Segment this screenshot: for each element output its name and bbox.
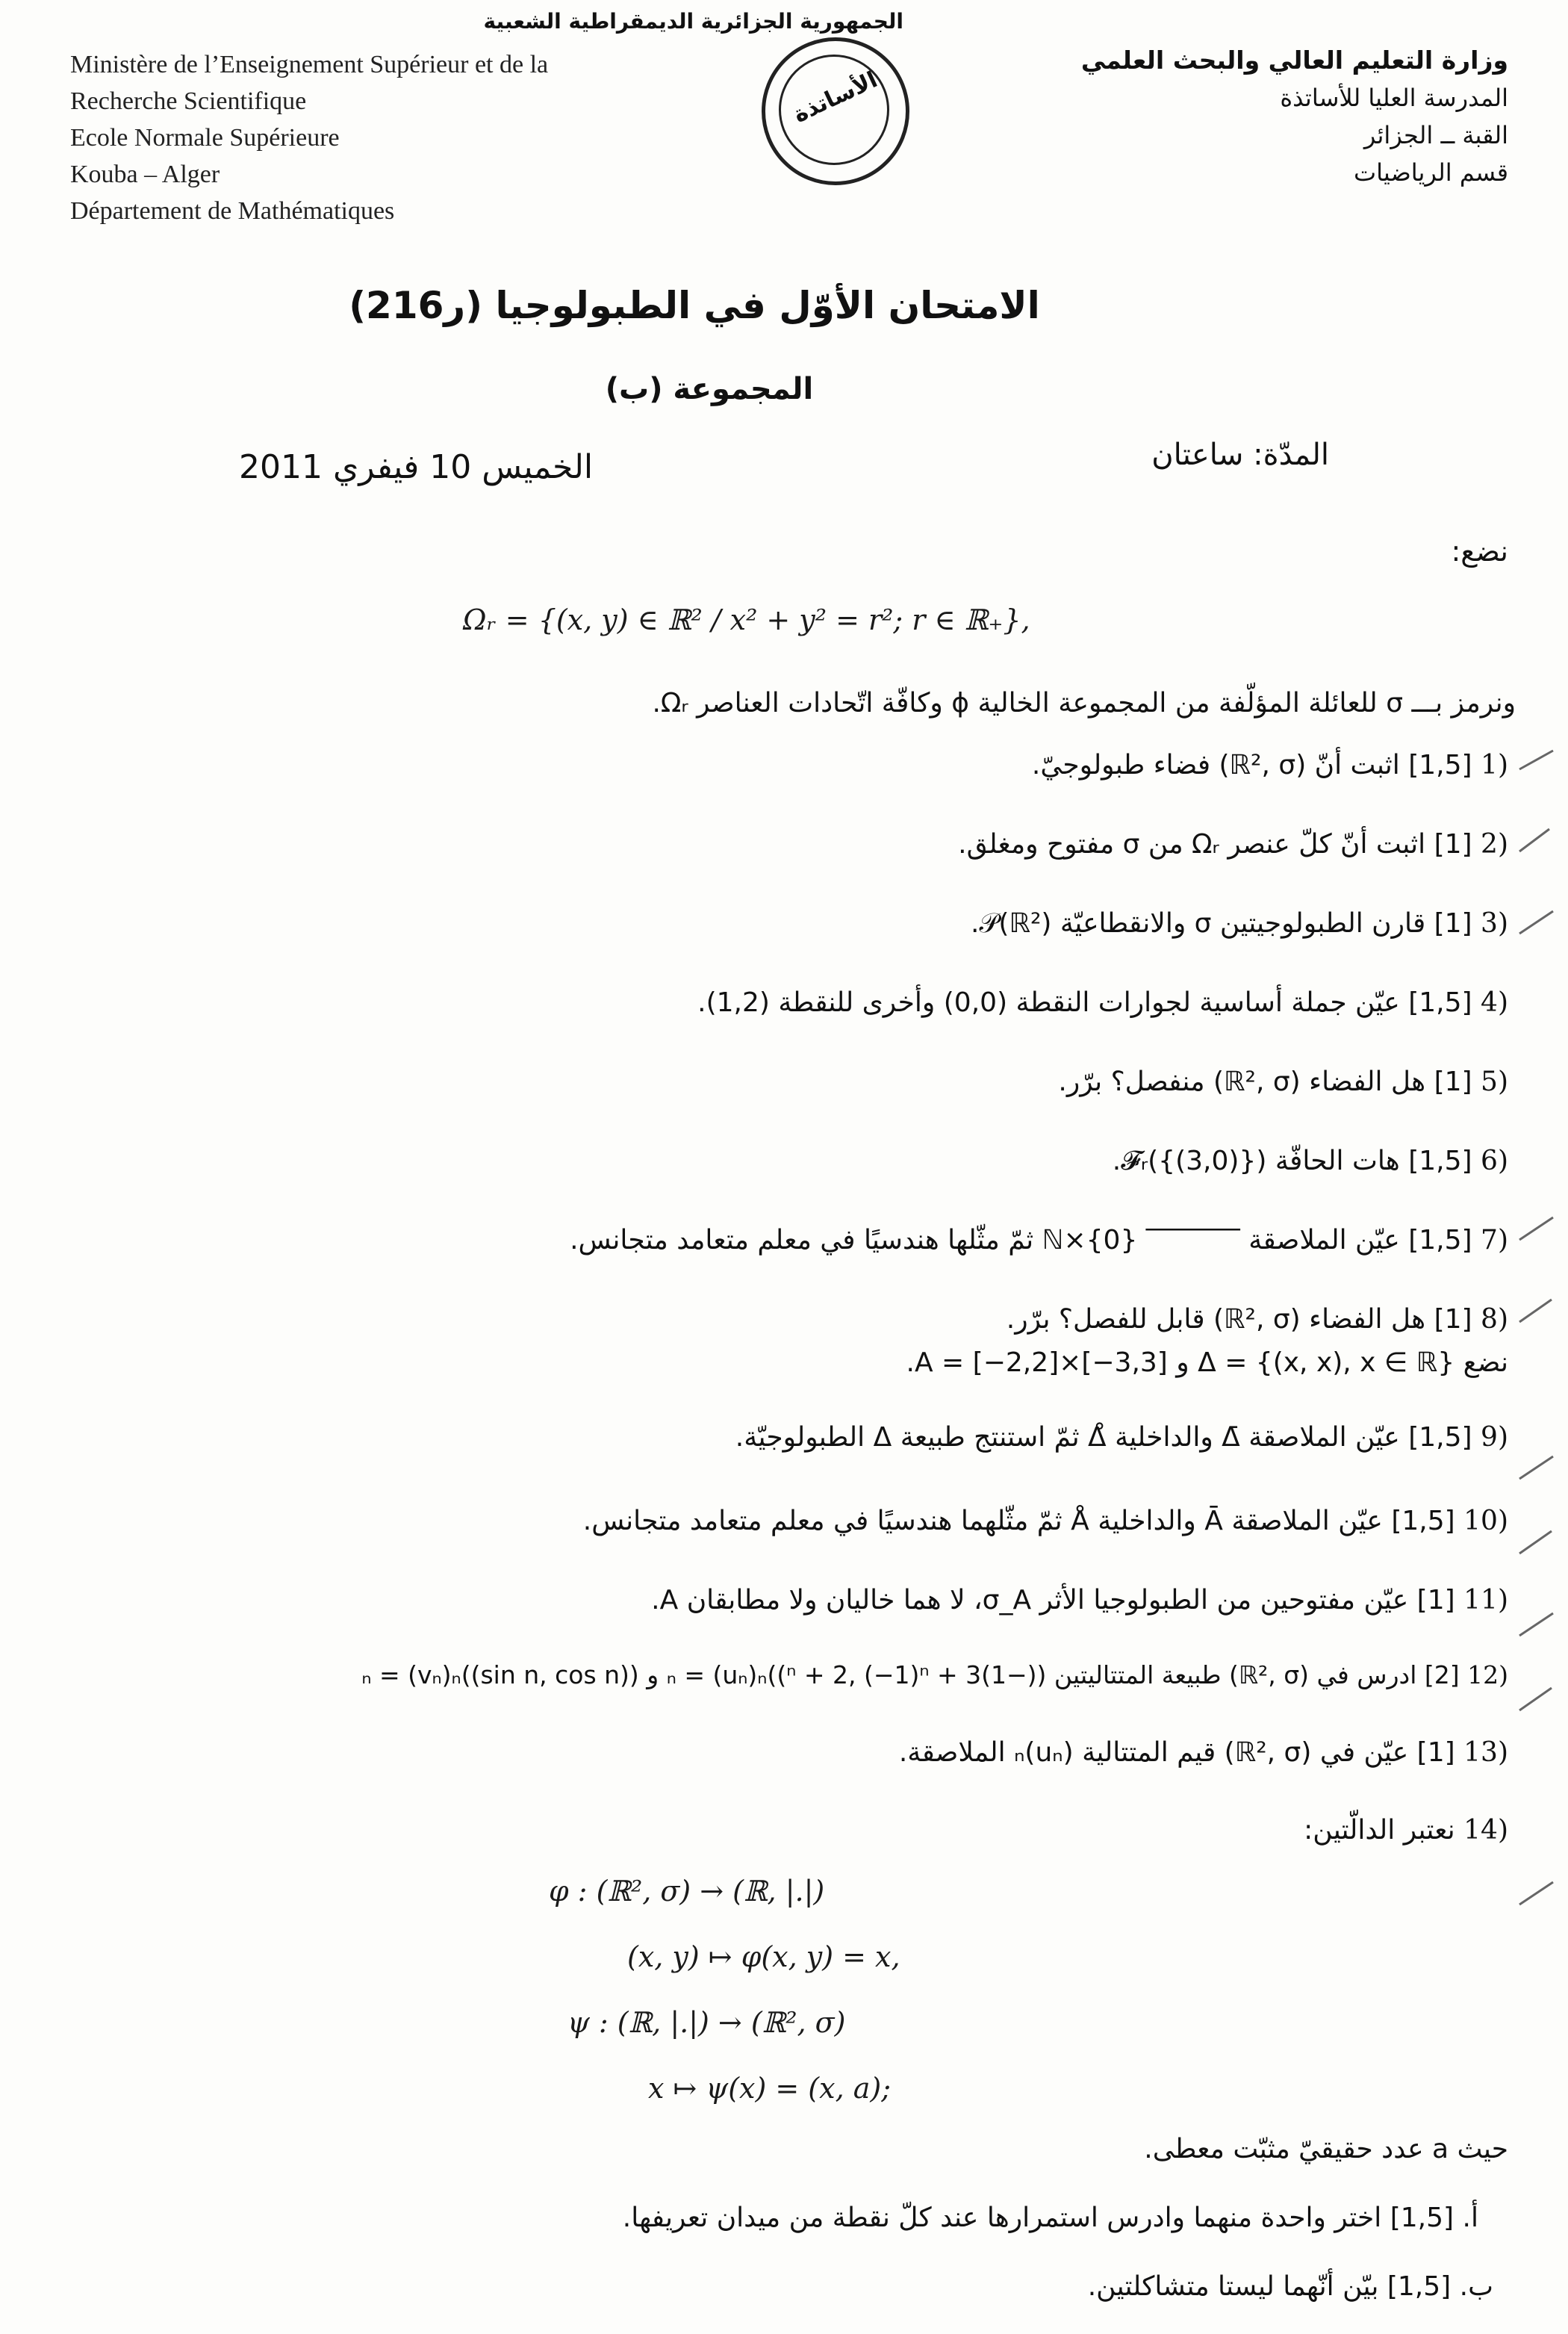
question-text: [1] هل الفضاء (ℝ², σ) قابل للفصل؟ برّر. [1006, 1304, 1472, 1335]
location-arabic: القبة ــ الجزائر [1363, 121, 1508, 149]
phi-rule: (x, y) ↦ φ(x, y) = x, [627, 1940, 900, 1973]
republic-heading: الجمهورية الجزائرية الديمقراطية الشعبية [483, 9, 903, 34]
set-definition: نضع Δ = {(x, x), x ∈ ℝ} و A = [−2,2]×[−3,3]. [906, 1347, 1508, 1378]
exam-group: المجموعة (ب) [605, 372, 814, 406]
question-text: [1,5] عيّن جملة أساسية لجوارات النقطة (0,0) وأخرى للنقطة (1,2). [697, 987, 1472, 1018]
question-9 [15, 1415, 1508, 1499]
question-number: 5) [1481, 1067, 1508, 1097]
part-b [448, 2265, 1493, 2309]
exam-title: الامتحان الأوّل في الطبولوجيا (ر216) [349, 284, 1040, 327]
question-14 [15, 1808, 1508, 1868]
question-7 [149, 1218, 1508, 1297]
question-text: [1] اثبت أنّ كلّ عنصر Ωᵣ من σ مفتوح ومغلق. [958, 829, 1472, 860]
question-text: [1,5] اثبت أنّ (ℝ², σ) فضاء طبولوجيّ. [1031, 750, 1472, 780]
psi-rule: x ↦ ψ(x) = (x, a); [648, 2072, 892, 2105]
omega-definition: Ωᵣ = {(x, y) ∈ ℝ² / x² + y² = r²; r ∈ ℝ₊}, [463, 603, 1030, 636]
question-text: نعتبر الدالّتين: [1304, 1815, 1455, 1846]
phi-definition: φ : (ℝ², σ) → (ℝ, |.|) [549, 1875, 825, 1908]
part-text: [1,5] اختر واحدة منهما وادرس استمرارها عند كلّ نقطة من ميدان تعريفها. [622, 2203, 1455, 2233]
question-number: 12) [1467, 1660, 1508, 1689]
school-seal-logo [762, 37, 909, 185]
school-arabic: المدرسة العليا للأساتذة [1280, 84, 1508, 112]
question-3 [149, 901, 1508, 981]
question-2 [149, 822, 1508, 901]
question-text: [1] هل الفضاء (ℝ², σ) منفصل؟ برّر. [1058, 1067, 1472, 1097]
question-text: [1] عيّن مفتوحين من الطبولوجيا الأثر σ_A، لا هما خاليان ولا مطابقان A. [651, 1585, 1455, 1616]
arabic-header [1060, 42, 1508, 191]
ministry-line-2: Recherche Scientifique [70, 87, 307, 115]
question-text: [1] قارن الطبولوجيتين σ والانقطاعيّة 𝒫(ℝ²). [971, 908, 1472, 939]
ministry-arabic: وزارة التعليم العالي والبحث العلمي [1080, 46, 1508, 75]
school-line: Ecole Normale Supérieure [70, 124, 340, 152]
question-number: 9) [1481, 1422, 1508, 1453]
part-text: [1,5] بيّن أنّهما ليستا متشاكلتين. [1087, 2271, 1452, 2302]
question-number: 6) [1481, 1146, 1508, 1176]
question-text: [1,5] هات الحافّة 𝓕ᵣ({(3,0)}). [1112, 1146, 1472, 1176]
question-11 [15, 1578, 1508, 1653]
grader-check-marks [1516, 747, 1561, 1912]
psi-definition: ψ : (ℝ, |.|) → (ℝ², σ) [567, 2006, 846, 2039]
question-12 [15, 1653, 1508, 1731]
intro-label: نضع: [1451, 535, 1508, 568]
question-13 [15, 1731, 1508, 1808]
question-number: 10) [1463, 1506, 1508, 1536]
question-number: 11) [1463, 1585, 1508, 1616]
sigma-definition: ونرمز بـــ σ للعائلة المؤلّفة من المجموعة الخالية ϕ وكافّة اتّحادات العناصر Ωᵣ. [652, 688, 1516, 718]
question-5 [149, 1060, 1508, 1139]
question-text: [2] ادرس في (ℝ², σ) طبيعة المتتاليتين ((−1)ⁿ + 2, (−1)ⁿ + 3))ₙ = (uₙ)ₙ و ((sin n, cos n))ₙ = (vₙ)ₙ [361, 1660, 1460, 1689]
seal-text: الأساتذة [789, 66, 882, 128]
question-10 [15, 1499, 1508, 1578]
question-text: [1,5] عيّن الملاصقة Ā والداخلية Å ثمّ مثّلهما هندسيًا في معلم متعامد متجانس. [582, 1506, 1455, 1536]
part-label: أ. [1462, 2203, 1478, 2233]
department-arabic: قسم الرياضيات [1354, 158, 1508, 187]
exam-duration: المدّة: ساعتان [1151, 438, 1329, 472]
question-number: 1) [1481, 750, 1508, 780]
question-4 [149, 981, 1508, 1060]
question-number: 3) [1481, 908, 1508, 939]
question-6 [149, 1139, 1508, 1218]
question-number: 4) [1481, 987, 1508, 1018]
question-number: 8) [1481, 1304, 1508, 1335]
question-text: [1] عيّن في (ℝ², σ) قيم المتتالية (uₙ)ₙ الملاصقة. [898, 1737, 1455, 1768]
question-text: [1,5] عيّن الملاصقة Δ̄ والداخلية Δ̊ ثمّ استنتج طبيعة Δ الطبولوجيّة. [735, 1422, 1472, 1453]
question-number: 2) [1481, 829, 1508, 860]
location-line: Kouba – Alger [70, 161, 220, 188]
question-number: 7) [1481, 1225, 1508, 1256]
questions-block-2 [15, 1415, 1508, 1868]
part-label: ب. [1459, 2271, 1493, 2302]
exam-date: الخميس 10 فيفري 2011 [239, 448, 594, 486]
question-text: [1,5] عيّن الملاصقة ‾‾‾‾‾‾‾ ℕ×{0} ثمّ مثّلها هندسيًا في معلم متعامد متجانس. [570, 1225, 1472, 1256]
question-number: 13) [1463, 1737, 1508, 1768]
department-line: Département de Mathématiques [70, 197, 395, 225]
ministry-line-1: Ministère de l’Enseignement Supérieur et de la [70, 51, 549, 78]
questions-block-1 [149, 743, 1508, 1365]
question-1 [149, 743, 1508, 822]
part-a [149, 2196, 1478, 2241]
constant-note: حيث a عدد حقيقيّ مثبّت معطى. [1144, 2134, 1508, 2164]
question-number: 14) [1463, 1815, 1508, 1846]
french-header [70, 46, 712, 229]
